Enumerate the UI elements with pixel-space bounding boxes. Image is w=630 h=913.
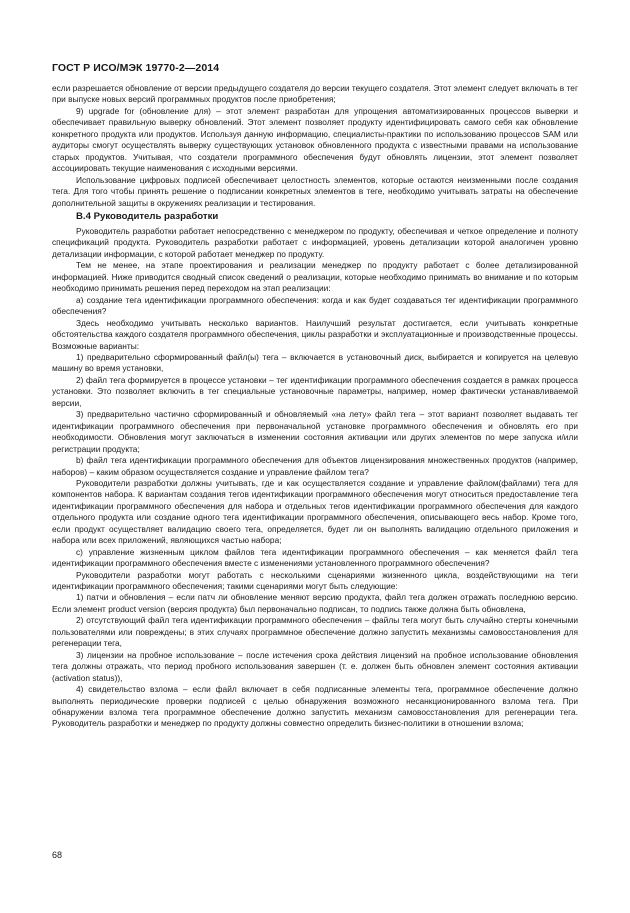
paragraph: а) создание тега идентификации программного обеспечения: когда и как будет создаваться тег идентификации программного обеспечения? — [52, 294, 578, 317]
paragraph: Тем не менее, на этапе проектирования и реализации менеджер по продукту работает с более детализированной информацией. Ниже приводится сводный список сведений о реализации, которые необходимо принимать во внимание и по которым необходимо принимать решения перед переходом на этап реализации: — [52, 260, 578, 294]
document-header: ГОСТ Р ИСО/МЭК 19770-2—2014 — [52, 62, 220, 74]
paragraph: 1) предварительно сформированный файл(ы) тега – включается в установочный диск, выбирается и копируется на целевую машину во время установки, — [52, 351, 578, 374]
paragraph: Руководители разработки могут работать с несколькими сценариями жизненного цикла, воздействующими на теги идентификации программного обеспечения; такими сценариями могут быть следующие: — [52, 569, 578, 592]
document-body — [52, 83, 578, 730]
paragraph: 2) файл тега формируется в процессе установки – тег идентификации программного обеспечения создается в рамках процесса установки. Это позволяет включить в тег специальные установочные параметры, например, номер фактически устанавливаемой версии, — [52, 374, 578, 408]
paragraph: Здесь необходимо учитывать несколько вариантов. Наилучший результат достигается, если учитывать конкретные обстоятельства каждого создателя программного обеспечения, циклы разработки и эксплуатационные и производственные процессы. Возможные варианты: — [52, 317, 578, 351]
section-heading: B.4 Руководитель разработки — [76, 210, 219, 222]
paragraph: Руководители разработки должны учитывать, где и как осуществляется создание и управление файлом(файлами) тега для компонентов набора. К вариантам создания тегов идентификации программного обеспечения могут относиться предоставление тега идентификации программного обеспечения для набора и отдельных тегов идентификации программного обеспечения для каждого отдельного продукта или создание одного тега идентификации программного обеспечения, описывающего весь набор. Кроме того, если продукт осуществляет валидацию своего тега, определяется, будет ли он выполнять валидацию отдельного приложения и набора или всех приложений, являющихся частью набора; — [52, 477, 578, 546]
paragraph: b) файл тега идентификации программного обеспечения для объектов лицензирования множественных продуктов (например, наборов) – каким образом осуществляется создание и управление файлом тега? — [52, 455, 578, 477]
paragraph: 9) upgrade for (обновление для) – этот элемент разработан для упрощения автоматизированных процессов выверки и обеспечивает правильную выверку обновлений. Этот элемент позволяет продукту идентифицировать самого себя как обновление конкретного продукта или продуктов. Используя данную информацию, специалисты-практики по использованию процессов SAM или аудиторы смогут осуществлять выверку существующих установок обновленного продукта с известными правами на использование старых продуктов. Учитывая, что создатели программного обеспечения будут обновлять лицензии, этот элемент позволяет ассоциировать текущие наименования с исходными версиями. — [52, 105, 578, 174]
paragraph: если разрешается обновление от версии предыдущего создателя до версии текущего создателя. Этот элемент следует включать в тег при выпуске новых версий программных продуктов после приобретения; — [52, 83, 578, 105]
paragraph: Руководитель разработки работает непосредственно с менеджером по продукту, обеспечивая и четкое определение и полноту спецификаций продукта. Руководитель разработки работает с информацией, уровень детализации которой аналогичен уровню детализации информации, с которой работает менеджер по продукту. — [52, 225, 578, 259]
paragraph: 4) свидетельство взлома – если файл включает в себя подписанные элементы тега, программное обеспечение должно выполнять периодические проверки подписей с целью обнаружения возможного несанкционированного взлома тега. При обнаружении взлома тега программное обеспечение должно запустить механизм самовосстановления для регенерации тега. Руководитель разработки и менеджер по продукту должны совместно определить бизнес-политики в отношении взлома; — [52, 684, 578, 729]
paragraph: 1) патчи и обновления – если патч ли обновление меняют версию продукта, файл тега должен отражать последнюю версию. Если элемент product version (версия продукта) был первоначально подписан, то подпись также должна быть обновлена, — [52, 592, 578, 614]
paragraph: 3) предварительно частично сформированный и обновляемый «на лету» файл тега – этот вариант позволяет выдавать тег идентификации программного обеспечения при первоначальной установке программного обеспечения и обновлять его при необходимости. Обновления могут заключаться в изменении состояния активации или других элементов по мере запуска и/или регистрации продукта; — [52, 409, 578, 454]
paragraph: 2) отсутствующий файл тега идентификации программного обеспечения – файлы тега могут быть случайно стерты конечными пользователями или повреждены; в этих случаях программное обеспечение должно запустить механизмы самовосстановления для регенерации тега, — [52, 615, 578, 649]
paragraph: 3) лицензии на пробное использование – после истечения срока действия лицензий на пробное использование обновления тега должны отражать, что период пробного использования завершен (т. е. должен быть обновлен элемент состояния активации (activation status)), — [52, 649, 578, 683]
paragraph: c) управление жизненным циклом файлов тега идентификации программного обеспечения – как меняется файл тега идентификации программного обеспечения вместе с изменениями установленного программного обеспечения? — [52, 546, 578, 569]
paragraph: Использование цифровых подписей обеспечивает целостность элементов, которые остаются неизменными после создания тега. Для того чтобы принять решение о подписании конкретных элементов в теге, необходимо учитывать затраты на обеспечение дополнительной защиты в окружениях реализации и тестирования. — [52, 174, 578, 208]
page-number: 68 — [52, 850, 63, 860]
